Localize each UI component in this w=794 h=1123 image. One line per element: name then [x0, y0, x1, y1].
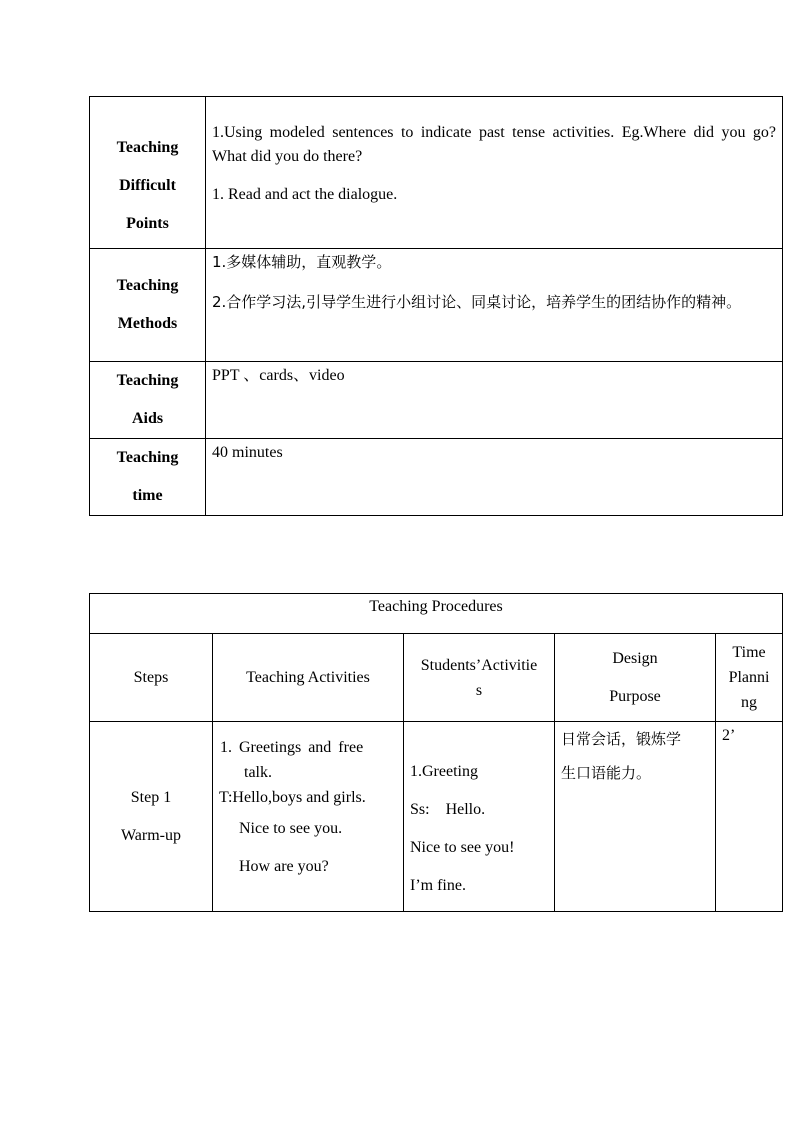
aids-content: PPT 、cards、video [206, 362, 783, 439]
procedures-header-row [90, 634, 783, 722]
step1-students-activities: 1.Greeting Ss: Hello. Nice to see you! I’m fine. [404, 722, 555, 912]
difficult-points-row [90, 97, 783, 249]
header-design-purpose: Design Purpose [555, 634, 716, 722]
step1-time: 2’ [716, 722, 783, 912]
difficult-point-2: 1. Read and act the dialogue. [212, 186, 398, 203]
difficult-points-content [206, 97, 783, 249]
method-1: 1.多媒体辅助，直观教学。 [212, 253, 392, 271]
time-label: Teaching time [90, 439, 206, 516]
methods-row [90, 249, 783, 362]
difficult-points-label: Teaching Difficult Points [90, 97, 206, 249]
header-time-planning: Time Planni ng [716, 634, 783, 722]
methods-content [206, 249, 783, 362]
step1-row [90, 722, 783, 912]
aids-row [90, 362, 783, 439]
step1-design-purpose: 日常会话，锻炼学 生口语能力。 [555, 722, 716, 912]
step1-label: Step 1 Warm-up [90, 722, 213, 912]
procedures-title: Teaching Procedures [90, 594, 783, 634]
aids-label: Teaching Aids [90, 362, 206, 439]
method-2: 2.合作学习法,引导学生进行小组讨论、同桌讨论，培养学生的团结协作的精神。 [212, 293, 742, 311]
step1-teaching-activities: 1. Greetings and free talk. T:Hello,boys and girls. Nice to see you. How are you? [213, 722, 404, 912]
teaching-procedures-table [89, 593, 783, 912]
teaching-info-table [89, 96, 783, 516]
time-content: 40 minutes [206, 439, 783, 516]
procedures-title-row [90, 594, 783, 634]
methods-label: Teaching Methods [90, 249, 206, 362]
header-students-activities: Students’Activitie s [404, 634, 555, 722]
time-row [90, 439, 783, 516]
difficult-point-1: 1.Using modeled sentences to indicate past tense activities. Eg.Where did you go? What did you do there? [212, 124, 776, 165]
header-steps: Steps [90, 634, 213, 722]
header-teaching-activities: Teaching Activities [213, 634, 404, 722]
